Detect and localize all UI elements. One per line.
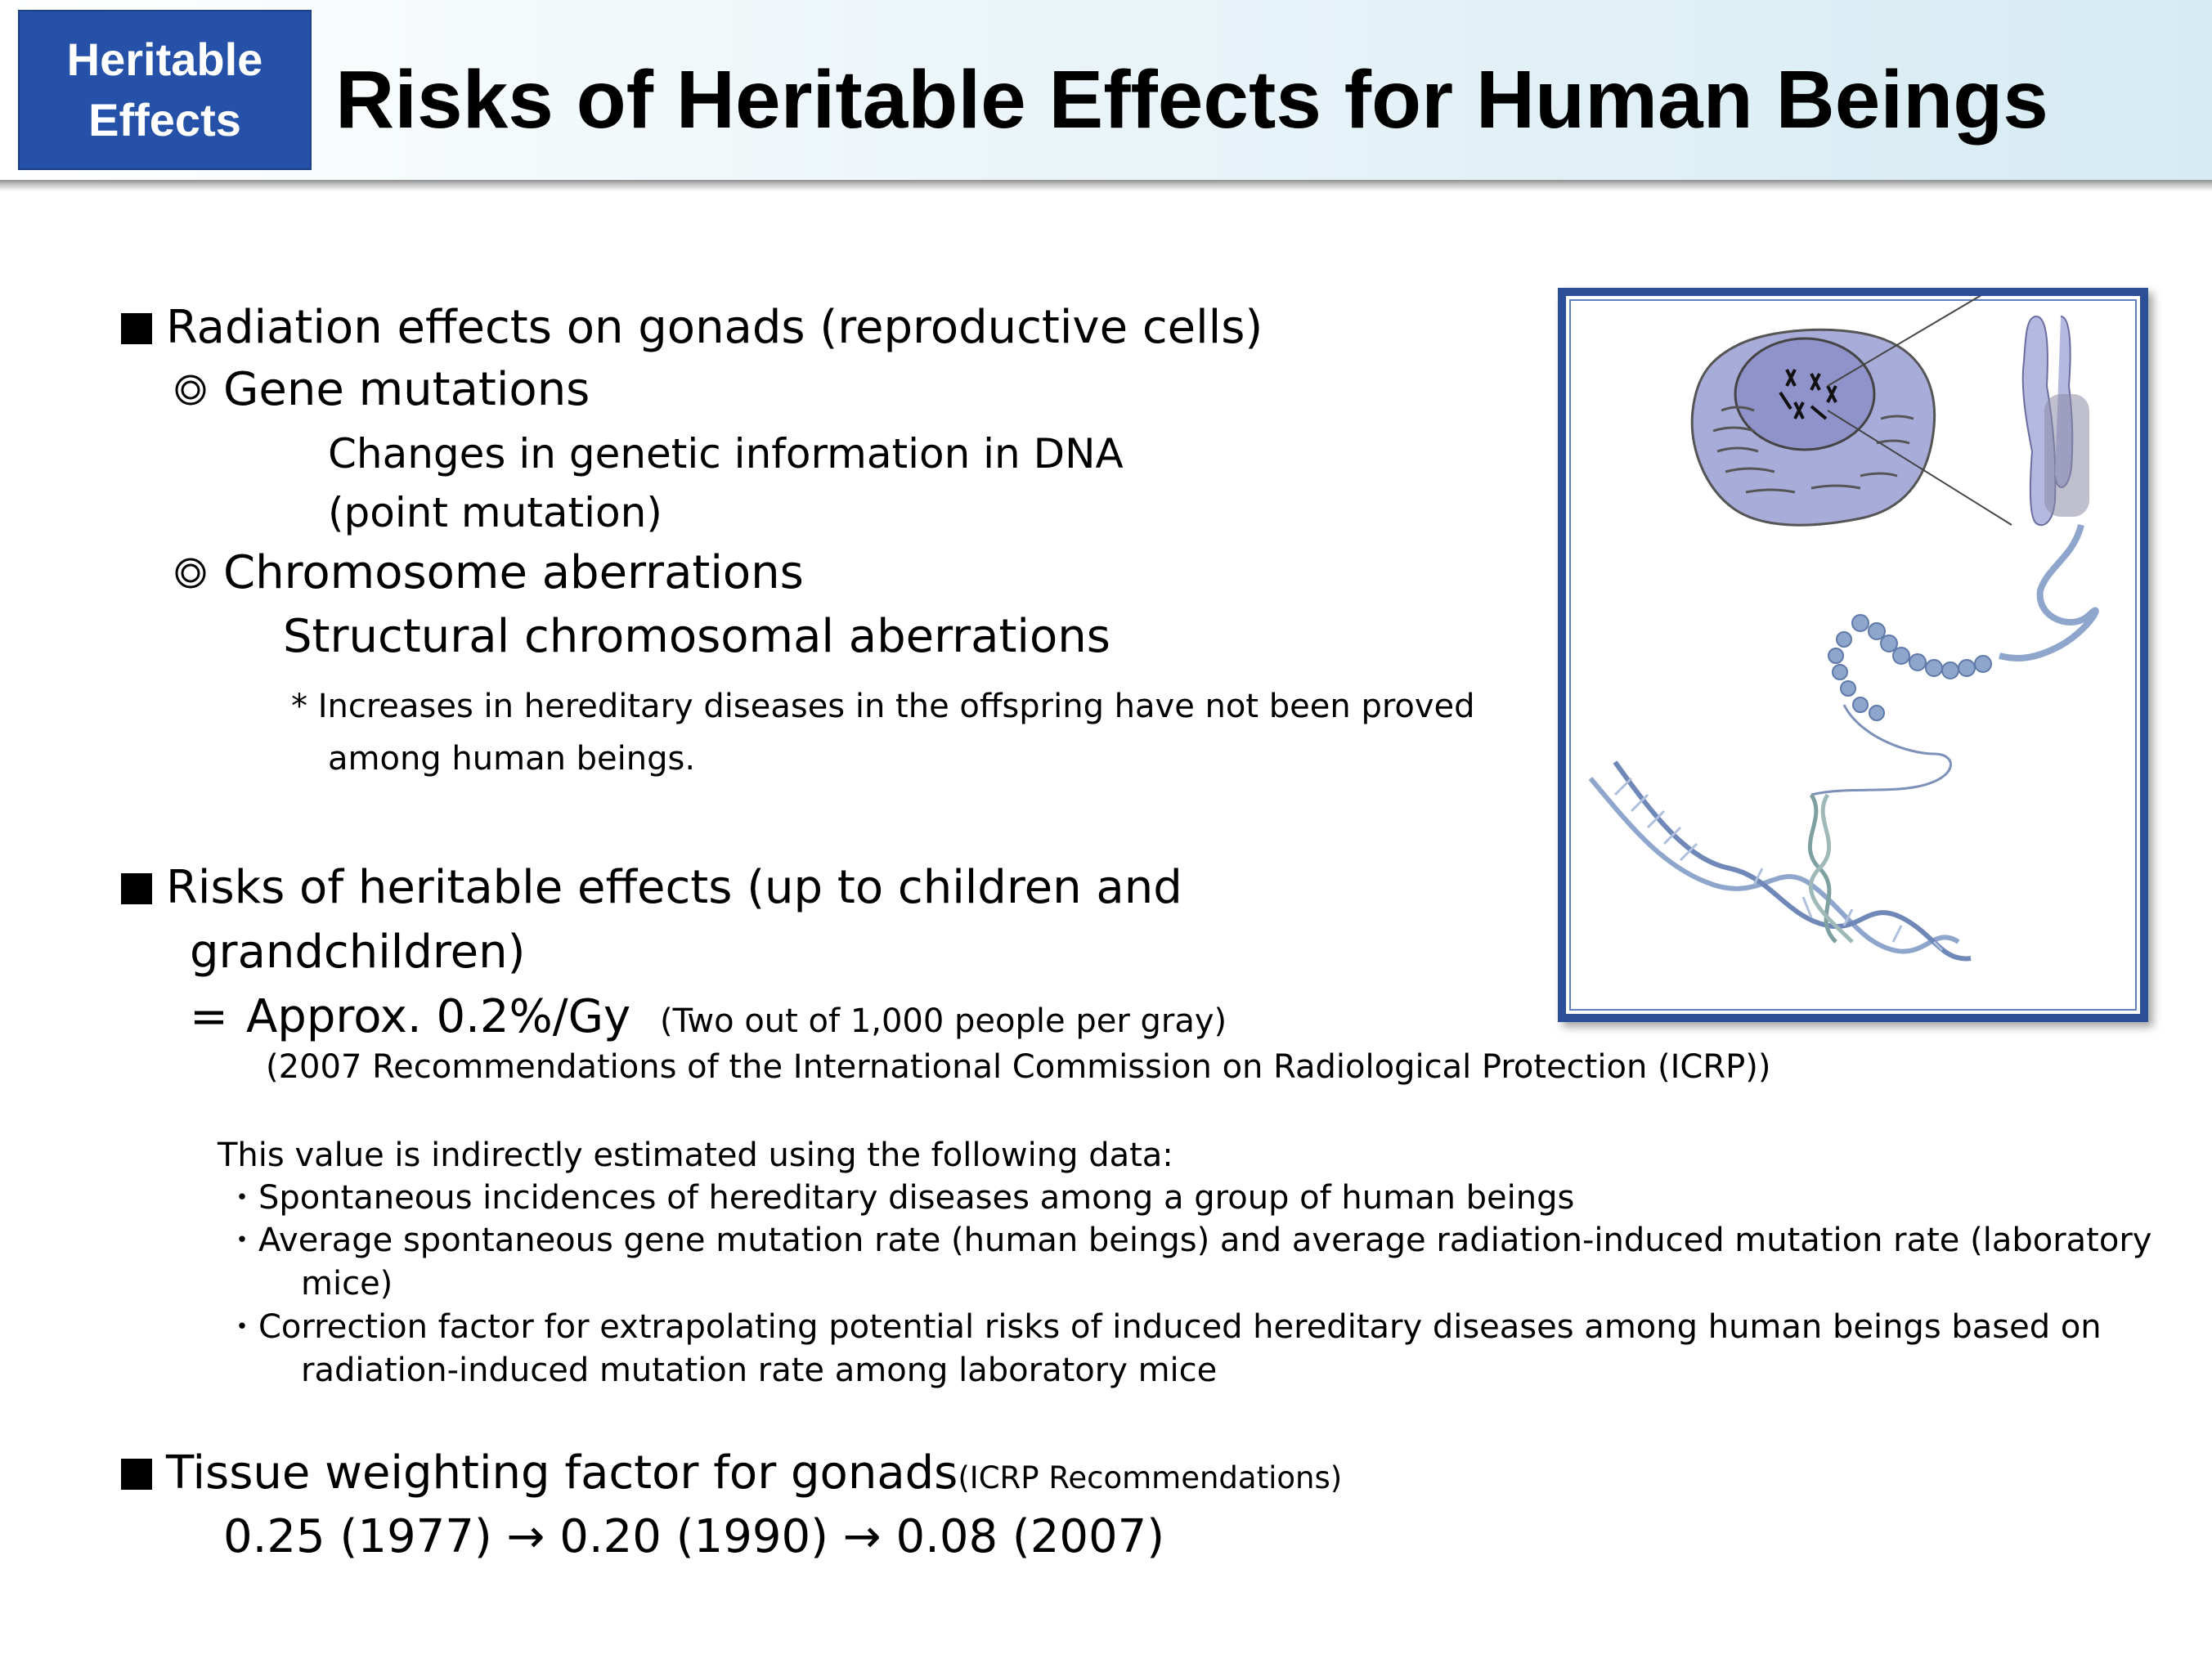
estimation-bullet-3-line-2: radiation-induced mutation rate among laboratory mice — [301, 1352, 1218, 1389]
header-divider — [0, 180, 2212, 191]
estimation-bullet-3-line-1: ・Correction factor for extrapolating potential risks of induced hereditary diseases among human beings based on — [226, 1308, 2102, 1346]
estimation-bullet-1: ・Spontaneous incidences of hereditary diseases among a group of human beings — [226, 1179, 1575, 1217]
chromatin-beads — [1828, 615, 1991, 720]
weighting-factor-values: 0.25 (1977) → 0.20 (1990) → 0.08 (2007) — [223, 1510, 1165, 1563]
equals-sign: = — [190, 990, 228, 1043]
risk-value-note: (Two out of 1,000 people per gray) — [660, 1002, 1227, 1040]
section3-heading — [166, 1442, 1342, 1509]
dna-illustration — [1566, 296, 2140, 1014]
footnote-line-1: * Increases in hereditary diseases in the offspring have not been proved — [291, 688, 1475, 725]
risk-value: Approx. 0.2%/Gy — [246, 990, 631, 1043]
badge-line-2: Effects — [88, 94, 241, 146]
estimation-bullet-2-line-1: ・Average spontaneous gene mutation rate (human beings) and average radiation-induced mutation rate (laboratory — [226, 1222, 2152, 1259]
page-title: Risks of Heritable Effects for Human Beings — [335, 54, 2048, 146]
chromosome-aberrations-label: Chromosome aberrations — [223, 546, 804, 599]
dna-helix — [1591, 762, 1971, 958]
double-circle-icon — [175, 558, 206, 589]
estimation-intro: This value is indirectly estimated using the following data: — [218, 1137, 1173, 1174]
square-bullet-icon — [121, 313, 152, 344]
footnote-line-2: among human beings. — [328, 740, 696, 778]
badge-line-1: Heritable — [66, 34, 263, 85]
section3-heading-note: (ICRP Recommendations) — [958, 1460, 1343, 1495]
section2-heading-line-2: grandchildren) — [190, 926, 526, 979]
dna-chromosome-figure — [1558, 288, 2148, 1022]
estimation-bullet-2-line-2: mice) — [301, 1265, 393, 1303]
gene-mutations-label: Gene mutations — [223, 363, 590, 416]
icrp-source: (2007 Recommendations of the International Commission on Radiological Protection (ICRP)) — [266, 1048, 1771, 1086]
gene-mutations-detail-1: Changes in genetic information in DNA — [328, 430, 1124, 478]
double-circle-icon — [175, 374, 206, 406]
category-badge — [18, 10, 312, 170]
chromosome-drawing — [2023, 316, 2089, 525]
chromosome-aberrations-detail: Structural chromosomal aberrations — [283, 610, 1110, 663]
section2-heading-line-1: Risks of heritable effects (up to children and — [166, 861, 1182, 914]
cell-drawing — [1692, 296, 2012, 525]
section1-heading: Radiation effects on gonads (reproductive cells) — [166, 301, 1263, 354]
gene-mutations-detail-2: (point mutation) — [328, 489, 662, 536]
square-bullet-icon — [121, 1459, 152, 1490]
square-bullet-icon — [121, 873, 152, 904]
section3-heading-text: Tissue weighting factor for gonads — [166, 1446, 958, 1500]
